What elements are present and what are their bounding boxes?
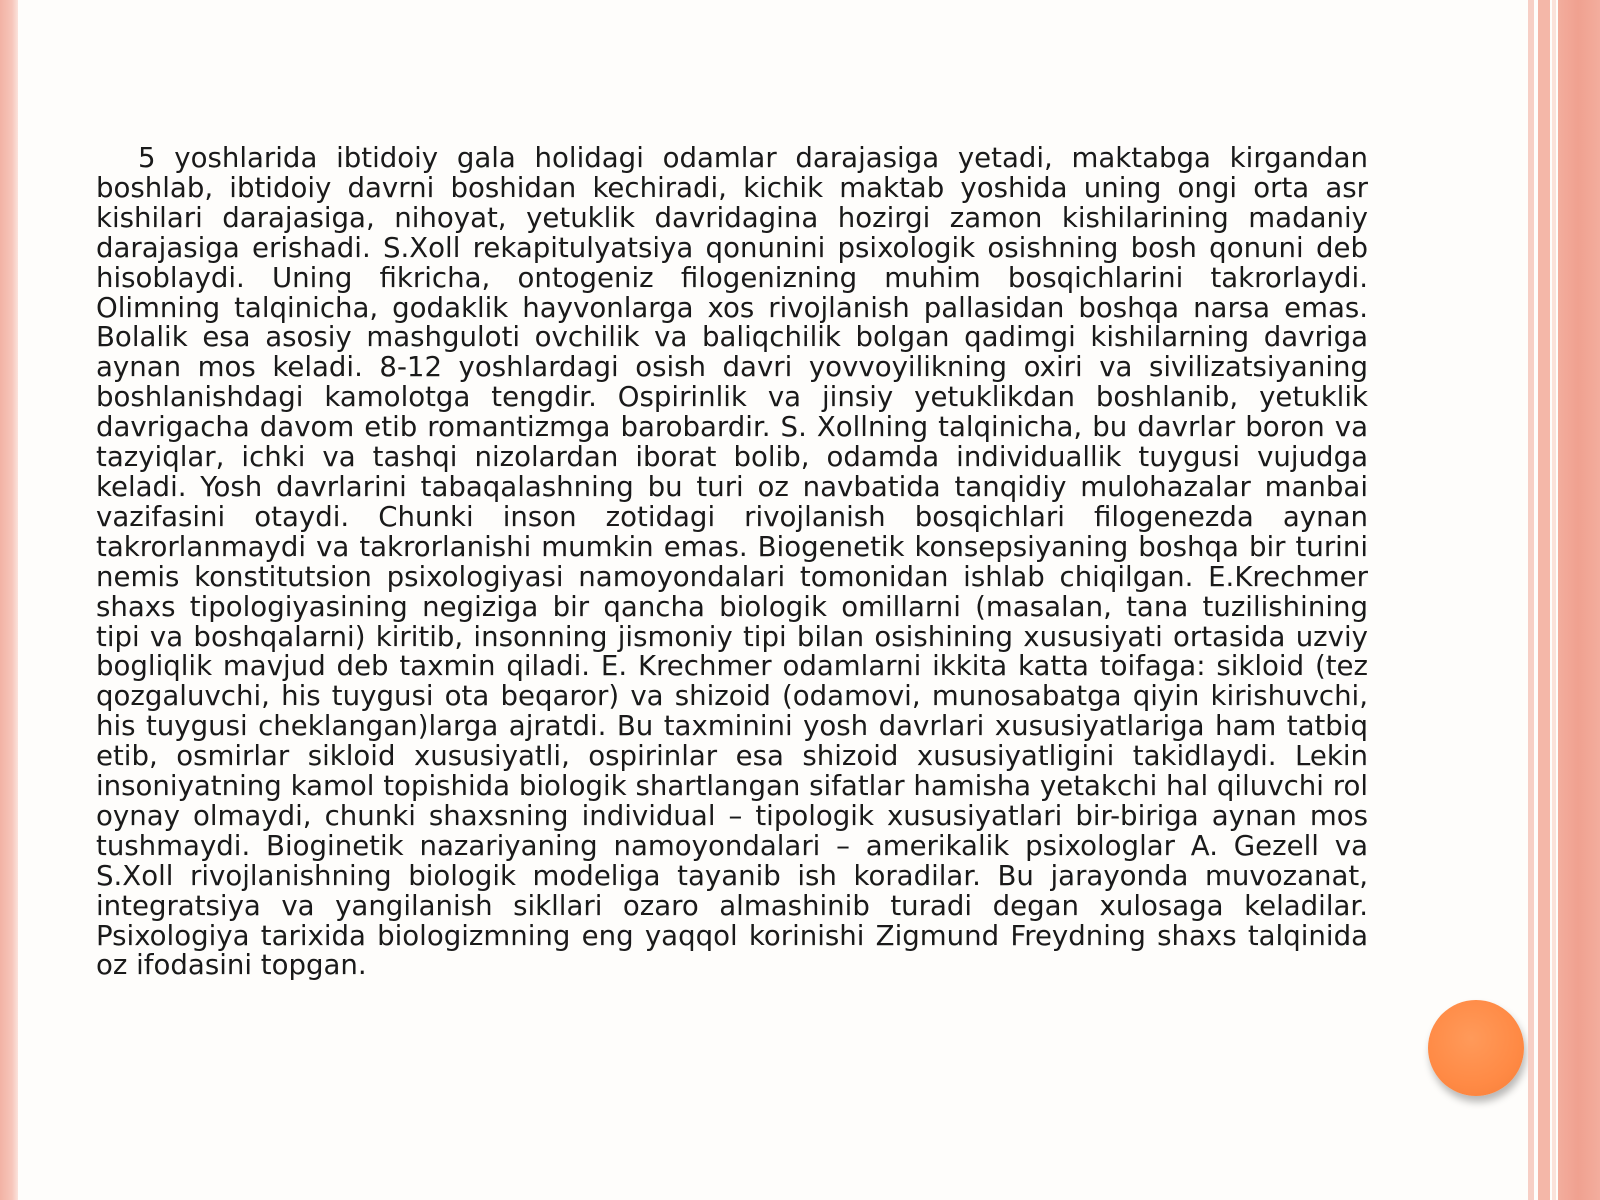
frame-stripe	[1538, 0, 1550, 1200]
slide-body-text: 5 yoshlarida ibtidoiy gala holidagi odamlar darajasiga yetadi, maktabga kirgandan boshlab, ibtidoiy davrni boshidan kechiradi, kichik maktab yoshida uning ongi orta asr kishilari darajasiga, nihoyat, yetuklik davridagina hozirgi zamon kishilarining madaniy darajasiga erishadi. S.Xoll rekapitulyatsiya qonunini psixologik osishning bosh qonuni deb hisoblaydi. Uning fikricha, ontogeniz filogenizning muhim bosqichlarini takrorlaydi. Olimning talqinicha, godaklik hayvonlarga xos rivojlanish pallasidan boshqa narsa emas. Bolalik esa asosiy mashguloti ovchilik va baliqchilik bolgan qadimgi kishilarning davriga aynan mos keladi. 8-12 yoshlardagi osish davri yovvoyilikning oxiri va sivilizatsiyaning boshlanishdagi kamolotga tengdir. Ospirinlik va jinsiy yetuklikdan boshlanib, yetuklik davrigacha davom etib romantizmga barobardir. S. Xollning talqinicha, bu davrlar boron va tazyiqlar, ichki va tashqi nizolardan iborat bolib, odamda individuallik tuygusi vujudga keladi. Yosh davrlarini tabaqalashning bu turi oz navbatida tanqidiy mulohazalar manbai vazifasini otaydi. Chunki inson zotidagi rivojlanish bosqichlari filogenezda aynan takrorlanmaydi va takrorlanishi mumkin emas. Biogenetik konsepsiyaning boshqa bir turini nemis konstitutsion psixologiyasi namoyondalari tomonidan ishlab chiqilgan. E.Krechmer shaxs tipologiyasining negiziga bir qancha biologik omillarni (masalan, tana tuzilishining tipi va boshqalarni) kiritib, insonning jismoniy tipi bilan osishining xususiyati ortasida uzviy bogliqlik mavjud deb taxmin qiladi. E. Krechmer odamlarni ikkita katta toifaga: sikloid (tez qozgaluvchi, his tuygusi ota beqaror) va shizoid (odamovi, munosabatga qiyin kirishuvchi, his tuygusi cheklangan)larga ajratdi. Bu taxminini yosh davrlari xususiyatlariga ham tatbiq etib, osmirlar sikloid xususiyatli, ospirinlar esa shizoid xususiyatligini takidlaydi. Lekin insoniyatning kamol topishida biologik shartlangan sifatlar hamisha yetakchi hal qiluvchi rol oynay olmaydi, chunki shaxsning individual – tipologik xususiyatlari bir-biriga aynan mos tushmaydi. Bioginetik nazariyaning namoyondalari – amerikalik psixologlar A. Gezell va S.Xoll rivojlanishning biologik modeliga tayanib ish koradilar. Bu jarayonda muvozanat, integratsiya va yangilanish sikllari ozaro almashinib turadi degan xulosaga keladilar. Psixologiya tarixida biologizmning eng yaqqol korinishi Zigmund Freydning shaxs talqinida oz ifodasini topgan.	[96, 141, 1368, 982]
frame-stripe	[1528, 0, 1534, 1200]
right-decorative-frame	[1528, 0, 1600, 1200]
orange-circle-decoration	[1428, 1000, 1524, 1096]
frame-stripe	[1552, 0, 1556, 1200]
left-decorative-strip	[0, 0, 18, 1200]
frame-stripe	[1558, 0, 1600, 1200]
